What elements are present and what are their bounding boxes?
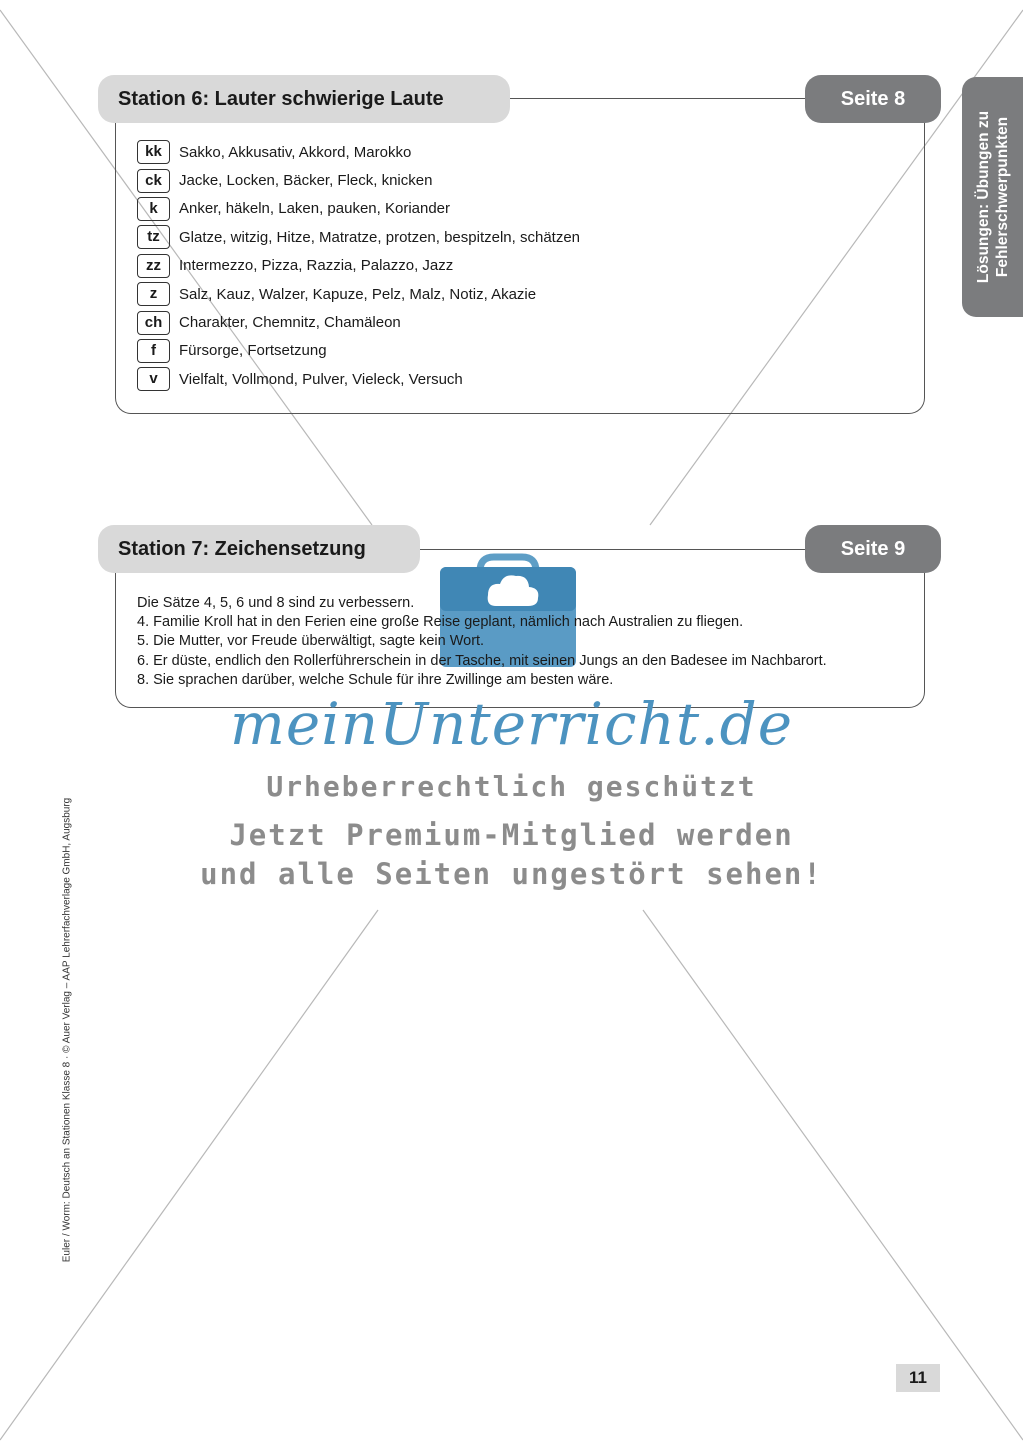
sound-key: ch bbox=[137, 311, 170, 335]
station6-header-rule bbox=[490, 98, 820, 99]
station6-page-badge: Seite 8 bbox=[805, 75, 941, 123]
solution-line: 4. Familie Kroll hat in den Ferien eine große Reise geplant, nämlich nach Australien zu fliegen. bbox=[137, 614, 744, 631]
copyright-notice: Urheberrechtlich geschützt bbox=[266, 770, 757, 803]
sound-words: Anker, häkeln, Laken, pauken, Koriander bbox=[179, 200, 451, 218]
station7-page-badge: Seite 9 bbox=[805, 525, 941, 573]
list-item bbox=[137, 138, 580, 166]
sound-words: Vielfalt, Vollmond, Pulver, Vieleck, Versuch bbox=[179, 370, 463, 388]
sound-words: Jacke, Locken, Bäcker, Fleck, knicken bbox=[179, 172, 433, 190]
sound-words: Charakter, Chemnitz, Chamäleon bbox=[179, 314, 401, 332]
diagonal-line bbox=[0, 910, 378, 1440]
side-tab-line1: Lösungen: Übungen zu bbox=[974, 110, 992, 284]
sound-words: Intermezzo, Pizza, Razzia, Palazzo, Jazz bbox=[179, 257, 454, 275]
sound-key: ck bbox=[137, 169, 170, 193]
sound-key: z bbox=[137, 282, 170, 306]
sound-words: Fürsorge, Fortsetzung bbox=[179, 342, 327, 360]
sound-words: Glatze, witzig, Hitze, Matratze, protzen, bespitzeln, schätzen bbox=[179, 228, 581, 246]
sound-key: v bbox=[137, 367, 170, 391]
premium-promo-line2: und alle Seiten ungestört sehen! bbox=[200, 857, 823, 891]
solution-line: 5. Die Mutter, vor Freude überwältigt, sagte kein Wort. bbox=[137, 633, 485, 650]
sound-key: kk bbox=[137, 140, 170, 164]
publisher-credit: Euler / Worm: Deutsch an Stationen Klasse 8 · © Auer Verlag – AAP Lehrerfachverlage GmbH, Augsburg bbox=[61, 797, 73, 1263]
solution-line: Die Sätze 4, 5, 6 und 8 sind zu verbessern. bbox=[137, 595, 415, 611]
side-tab-line2: Fehlerschwerpunkten bbox=[993, 116, 1011, 278]
solution-line: 6. Er düste, endlich den Rollerführerschein in der Tasche, mit seinen Jungs an den Badesee im Nachbarort. bbox=[137, 652, 827, 669]
station7-header-rule bbox=[400, 549, 820, 550]
sound-key: tz bbox=[137, 225, 170, 249]
list-item bbox=[137, 337, 580, 365]
list-item bbox=[137, 308, 580, 336]
station6-sound-list bbox=[137, 138, 580, 394]
list-item bbox=[137, 166, 580, 194]
list-item bbox=[137, 223, 580, 251]
solution-line: 8. Sie sprachen darüber, welche Schule für ihre Zwillinge am besten wäre. bbox=[137, 671, 614, 688]
side-tab-text bbox=[974, 82, 1012, 312]
station7-solution-text bbox=[137, 594, 827, 690]
sound-words: Salz, Kauz, Walzer, Kapuze, Pelz, Malz, Notiz, Akazie bbox=[179, 285, 537, 303]
sound-key: f bbox=[137, 339, 170, 363]
diagonal-line bbox=[643, 910, 1023, 1440]
list-item bbox=[137, 365, 580, 393]
station7-title: Station 7: Zeichensetzung bbox=[98, 525, 420, 573]
premium-promo-line1: Jetzt Premium-Mitglied werden bbox=[229, 818, 794, 852]
sound-key: zz bbox=[137, 254, 170, 278]
brand-watermark: meinUnterricht.de bbox=[229, 690, 794, 758]
page-number: 11 bbox=[896, 1364, 940, 1392]
list-item bbox=[137, 195, 580, 223]
side-tab bbox=[962, 77, 1023, 317]
station6-title: Station 6: Lauter schwierige Laute bbox=[98, 75, 510, 123]
list-item bbox=[137, 280, 580, 308]
sound-words: Sakko, Akkusativ, Akkord, Marokko bbox=[179, 143, 412, 161]
sound-key: k bbox=[137, 197, 170, 221]
list-item bbox=[137, 252, 580, 280]
